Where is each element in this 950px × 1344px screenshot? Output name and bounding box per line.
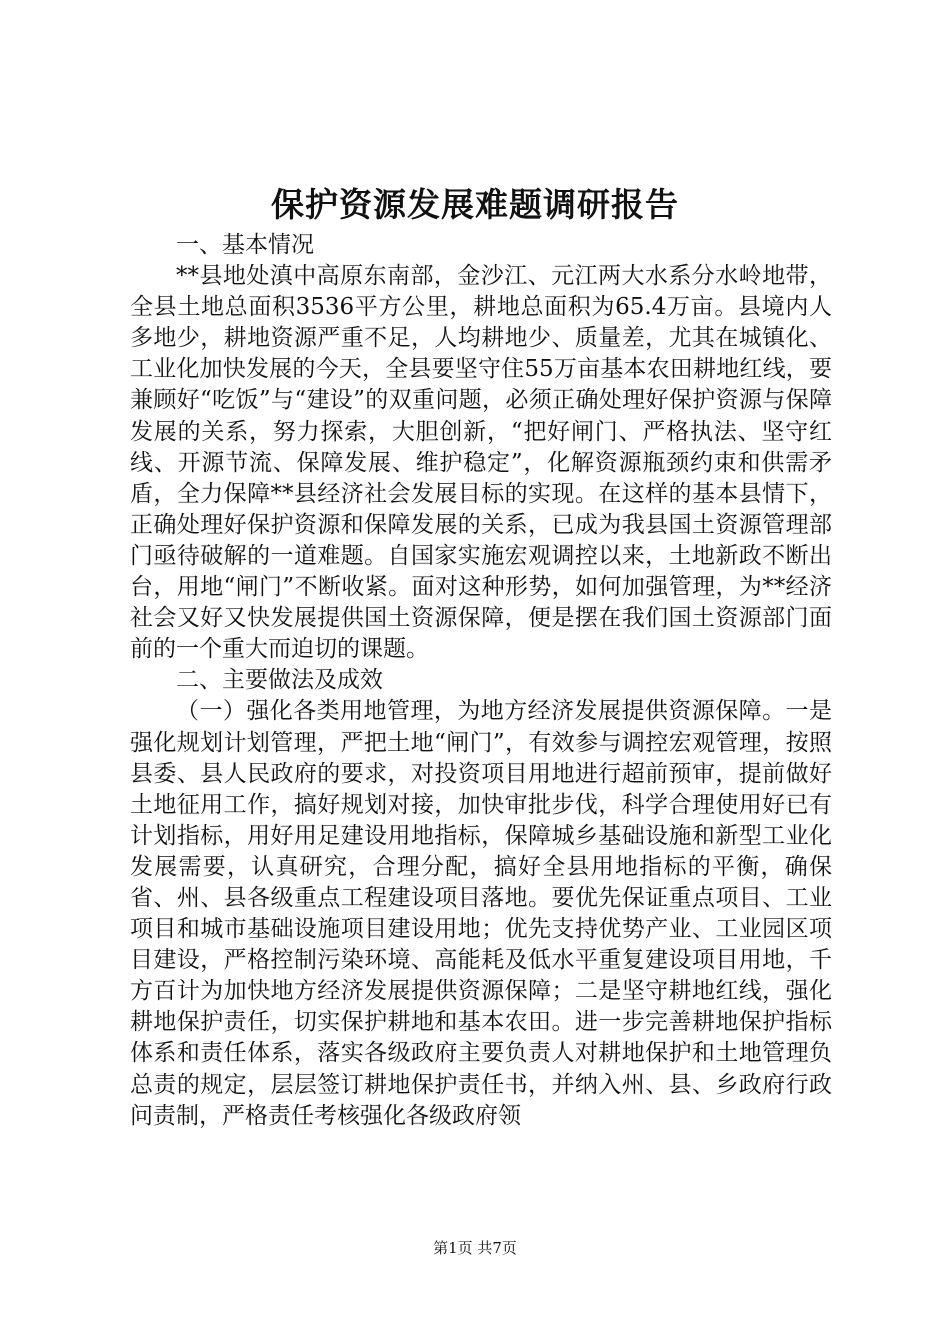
section-heading-basic: 一、基本情况	[176, 232, 314, 258]
page-number: 第1页 共7页	[433, 1239, 517, 1257]
paragraph-land-management: （一）强化各类用地管理，为地方经济发展提供资源保障。一是强化规划计划管理，严把土地“闸门”，有效参与调控宏观管理，按照县委、县人民政府的要求，对投资项目用地进行超前预审，提前做好土地征用工作，搞好规划对接，加快审批步伐，科学合理使用好已有计划指标，用好用足建设用地指标，保障城乡基础设施和新型工业化发展需要，认真研究，合理分配，搞好全县用地指标的平衡，确保省、州、县各级重点工程建设项目落地。要优先保证重点项目、工业项目和城市基础设施项目建设用地；优先支持优势产业、工业园区项目建设，严格控制污染环境、高能耗及低水平重复建设项目用地，千方百计为加快地方经济发展提供资源保障；二是坚守耕地红线，强化耕地保护责任，切实保护耕地和基本农田。进一步完善耕地保护指标体系和责任体系，落实各级政府主要负责人对耕地保护和土地管理负总责的规定，层层签订耕地保护责任书，并纳入州、县、乡政府行政问责制，严格责任考核强化各级政府领	[130, 698, 832, 1129]
document-title: 保护资源发展难题调研报告	[271, 185, 679, 224]
section-heading-measures: 二、主要做法及成效	[176, 667, 383, 694]
paragraph-basic-situation: **县地处滇中高原东南部，金沙江、元江两大水系分水岭地带，全县土地总面积3536平方公里，耕地总面积为65.4万亩。县境内人多地少，耕地资源严重不足，人均耕地少、质量差，尤其在城镇化、工业化加快发展的今天，全县要坚守住55万亩基本农田耕地红线，要兼顾好“吃饭”与“建设”的双重问题，必须正确处理好保护资源与保障发展的关系，努力探索，大胆创新，“把好闸门、严格执法、坚守红线、开源节流、保障发展、维护稳定”，化解资源瓶颈约束和供需矛盾，全力保障**县经济社会发展目标的实现。在这样的基本县情下，正确处理好保护资源和保障发展的关系，已成为我县国土资源管理部门亟待破解的一道难题。自国家实施宏观调控以来，土地新政不断出台，用地“闸门”不断收紧。面对这种形势，如何加强管理，为**经济社会又好又快发展提供国土资源保障，便是摆在我们国土资源部门面前的一个重大而迫切的课题。	[130, 263, 832, 663]
document-body	[130, 230, 832, 1132]
